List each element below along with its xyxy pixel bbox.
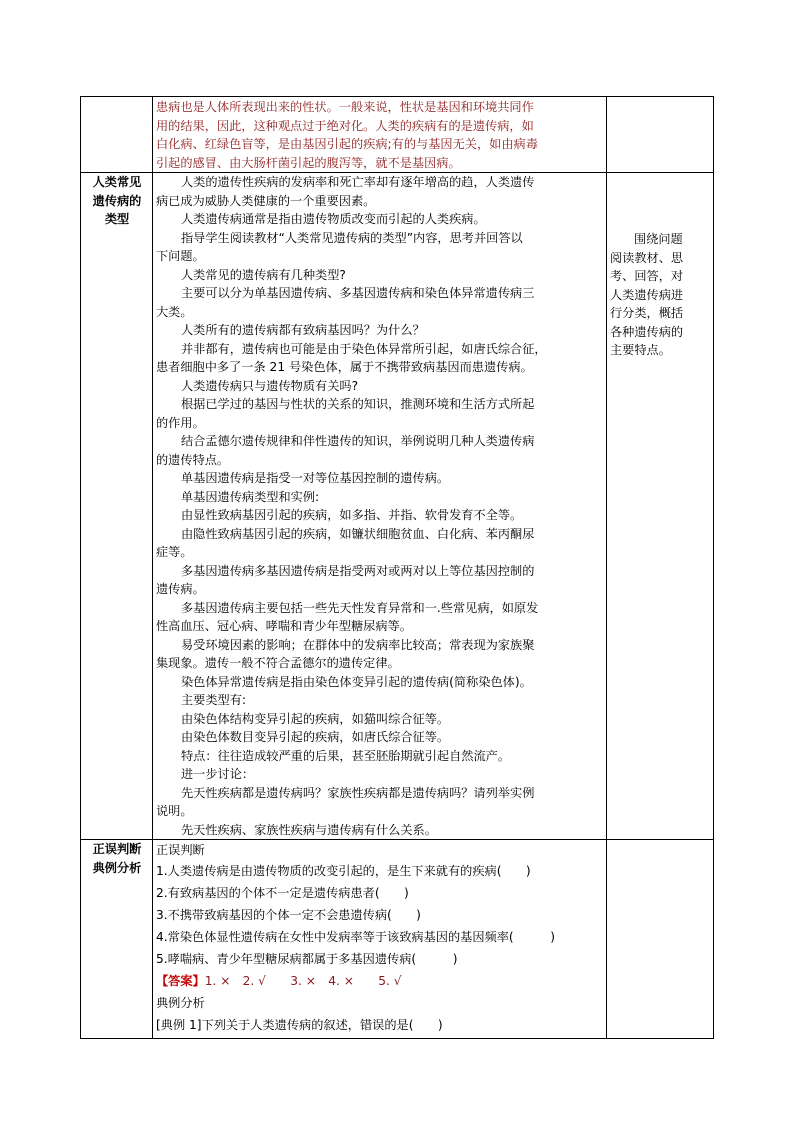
label-line: 类型: [104, 212, 130, 226]
table-row: [81, 840, 714, 1039]
text-line: 引起的感冒、由大肠杆菌引起的腹泻等，就不是基因病。: [156, 155, 461, 170]
text-line: 人类的遗传性疾病的发病率和死亡率却有逐年增高的趋，人类遗传: [181, 175, 535, 189]
side-line: 各种遗传病的: [610, 324, 684, 339]
text-line: 集现象。遗传一般不符合孟德尔的遗传定律。: [156, 656, 400, 670]
text-line: 单基因遗传病是指受一对等位基因控制的遗传病。: [181, 471, 450, 485]
answer-label: 【答案】: [156, 973, 205, 988]
side-line: 人类遗传病进: [610, 287, 684, 302]
section-label-judgement: [81, 840, 153, 1039]
text-line: 结合孟德尔遗传规律和伴性遗传的知识，举例说明几种人类遗传病: [181, 434, 535, 448]
text-line: 指导学生阅读教材“人类常见遗传病的类型”内容，思考并回答以: [181, 230, 523, 245]
student-activity-cell: [607, 173, 714, 840]
table-row: [81, 97, 714, 173]
side-line: 考、回答，对: [610, 269, 684, 283]
text-line: 进一步讨论：: [181, 767, 255, 781]
text-line: 由染色体结构变异引起的疾病，如猫叫综合征等。: [181, 711, 450, 726]
section-label-types: [81, 173, 153, 840]
judgement-item: 5.哮喘病、青少年型糖尿病都属于多基因遗传病( ): [156, 951, 458, 966]
table-row: [81, 173, 714, 840]
judgement-side-cell: [607, 840, 714, 1039]
example-question: [典例 1]下列关于人类遗传病的叙述，错误的是( ): [156, 1017, 443, 1032]
label-line: 典例分析: [92, 860, 142, 875]
text-line: 大类。: [156, 304, 193, 319]
text-line: 由染色体数目变异引起的疾病，如唐氏综合征等。: [181, 730, 450, 744]
text-line: 由显性致病基因引起的疾病，如多指、并指、软骨发育不全等。: [181, 508, 523, 522]
text-line: 病已成为威胁人类健康的一个重要因素。: [156, 193, 376, 208]
answer-text: 1. × 2. √ 3. × 4. × 5. √: [204, 973, 402, 988]
text-line: 人类遗传病只与遗传物质有关吗?: [181, 378, 359, 393]
text-line: 人类常见的遗传病有几种类型?: [181, 267, 346, 282]
row1-label-cell: [81, 97, 153, 173]
text-line: 主要类型有:: [181, 693, 247, 707]
text-line: 性高血压、冠心病、哮喘和青少年型糖尿病等。: [156, 619, 412, 633]
judgement-item: 4.常染色体显性遗传病在女性中发病率等于该致病基因的基因频率( ): [156, 929, 555, 944]
judgement-content-cell: [153, 840, 607, 1039]
text-line: 人类所有的遗传病都有致病基因吗？为什么？: [181, 323, 425, 337]
text-line: 特点：往往造成较严重的后果，甚至胚胎期就引起自然流产。: [181, 748, 511, 763]
text-line: 人类遗传病通常是指由遗传物质改变而引起的人类疾病。: [181, 212, 486, 226]
text-line: 染色体异常遗传病是指由染色体变异引起的遗传病(简称染色体)。: [181, 674, 532, 689]
example-heading: 典例分析: [156, 995, 205, 1010]
types-content-cell: [153, 173, 607, 840]
text-line: 说明。: [156, 804, 193, 818]
text-line: 患病也是人体所表现出来的性状。一般来说，性状是基因和环境共同作: [156, 100, 534, 114]
text-line: 单基因遗传病类型和实例:: [181, 489, 320, 504]
text-line: 下问题。: [156, 249, 205, 263]
judgement-item: 3.不携带致病基因的个体一定不会患遗传病( ): [156, 907, 421, 922]
text-line: 先天性疾病都是遗传病吗？家族性疾病都是遗传病吗？请列举实例: [181, 785, 535, 800]
text-line: 患者细胞中多了一条 21 号染色体，属于不携带致病基因而患遗传病。: [156, 360, 533, 374]
text-line: 白化病、红绿色盲等，是由基因引起的疾病;有的与基因无关，如由病毒: [156, 137, 538, 151]
row1-side-cell: [607, 97, 714, 173]
row1-content-cell: [153, 97, 607, 173]
label-line: 正误判断: [92, 842, 142, 856]
text-line: 主要可以分为单基因遗传病、多基因遗传病和染色体异常遗传病三: [181, 286, 535, 300]
judgement-item: 1.人类遗传病是由遗传物质的改变引起的，是生下来就有的疾病( ): [156, 863, 531, 878]
answer-line: [156, 970, 604, 992]
side-line: 阅读教材、思: [610, 250, 684, 265]
text-line: 先天性疾病、家族性疾病与遗传病有什么关系。: [181, 822, 437, 837]
text-line: 的作用。: [156, 415, 205, 430]
side-line: 主要特点。: [610, 343, 671, 357]
text-line: 的遗传特点。: [156, 452, 230, 467]
label-line: 遗传病的: [92, 193, 142, 208]
text-line: 并非都有，遗传病也可能是由于染色体异常所引起，如唐氏综合征，: [181, 341, 547, 356]
text-line: 多基因遗传病主要包括一些先天性发育异常和一.些常见病，如原发: [181, 600, 539, 615]
text-line: 用的结果，因此，这种观点过于绝对化。人类的疾病有的是遗传病，如: [156, 118, 534, 133]
lesson-table: [80, 96, 714, 1039]
text-line: 根据已学过的基因与性状的关系的知识，推测环境和生活方式所起: [181, 397, 535, 411]
judgement-item: 2.有致病基因的个体不一定是遗传病患者( ): [156, 885, 409, 900]
text-line: 易受环境因素的影响；在群体中的发病率比较高；常表现为家族聚: [181, 637, 535, 652]
label-line: 人类常见: [92, 175, 142, 189]
judgement-heading: 正误判断: [156, 843, 205, 857]
side-line: 行分类，概括: [610, 306, 684, 320]
text-line: 遗传病。: [156, 582, 205, 596]
side-line: 围绕问题: [634, 232, 683, 246]
text-line: 多基因遗传病多基因遗传病是指受两对或两对以上等位基因控制的: [181, 563, 535, 578]
text-line: 症等。: [156, 545, 193, 559]
text-line: 由隐性致病基因引起的疾病，如镰状细胞贫血、白化病、苯丙酮尿: [181, 526, 535, 541]
